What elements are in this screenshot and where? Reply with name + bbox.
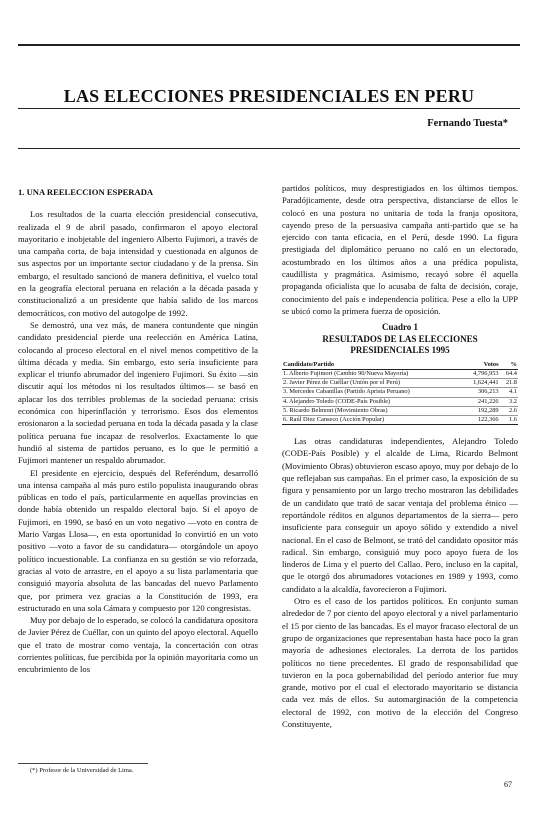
table-cell: 64.4 — [500, 369, 518, 378]
body-paragraph: partidos políticos, muy desprestigiados en los últimos tiempos. Paradójicamente, desde otra perspectiva, distanciarse de ellos le colocó en una postura no unitaria de toda la franja opositora, cayendo preso de la persuasiva campaña anti-partido que se ha ejercido con tanta eficacia, en el Perú, desde 1990. La figura prestigiada del diplomático peruano no caló en un electorado, acostumbrado en los últimos años a una prédica populista, caudillista y pragmática. Asimismo, recayó sobre él aquella propaganda oficialista que lo acusaba de falta de decisión, coraje, conocimiento del país e independencia política. Pese a ello la UPP se ubicó como la primera fuerza de oposición. — [282, 183, 518, 316]
table-cell: 1. Alberto Fujimori (Cambio 90/Nueva Mayoría) — [282, 369, 461, 378]
section-heading: 1. UNA REELECCION ESPERADA — [18, 187, 154, 197]
body-paragraph: Los resultados de la cuarta elección presidencial consecutiva, realizada el 9 de abril pasado, confirmaron el apoyo electoral mayoritario e inobjetable del ingeniero Alberto Fujimori, a través de una campaña corta, de baja intensidad y cuestionada en algunos de sus aspectos por un importante sector ciudadano y de la prensa. Sin embargo, el resultado sancionó de manera definitiva, el vuelco total en la geografía electoral peruana en relación a la década pasada y constitucionalizó a un presidente que había salido de los marcos democráticos, con motivo del autogolpe de 1992. — [18, 209, 258, 318]
body-paragraph: Otro es el caso de los partidos políticos. En conjunto suman alrededor de 7 por ciento del apoyo electoral y a nivel parlamentario el 15 por ciento de las bancadas. Es el mayor fracaso electoral de un grupo de organizaciones que representaban hasta hace poco la gran mayoría de adhesiones electorales. La derrota de los partidos políticos no tiene precedentes. El grado de responsabilidad que tuvieron en la poca gobernabilidad del período anterior fue muy grande, motivo por el cual el electorado mayoritario se distancia cada vez más de ellos. Su automarginación de la competencia electoral de 1992, con motivo de la elección del Congreso Constituyente, — [282, 596, 518, 730]
table-cell: 122,366 — [461, 415, 499, 424]
table-row — [282, 406, 518, 415]
top-rule — [18, 44, 520, 46]
table-title: RESULTADOS DE LAS ELECCIONES PRESIDENCIALES 1995 — [322, 333, 478, 356]
table-caption — [282, 322, 518, 357]
table-cell: 5. Ricardo Belmont (Movimiento Obras) — [282, 406, 461, 415]
table-row — [282, 388, 518, 397]
author-rule — [18, 148, 520, 149]
table-cell: 2.6 — [500, 406, 518, 415]
footnote-rule — [18, 763, 148, 764]
table-cell: 6. Raúl Diez Canseco (Acción Popular) — [282, 415, 461, 424]
table-cell: 1,624,441 — [461, 379, 499, 388]
table-cell: 1.6 — [500, 415, 518, 424]
results-table — [282, 361, 518, 425]
table-cell: 192,289 — [461, 406, 499, 415]
table-cell: 3.2 — [500, 397, 518, 406]
left-column — [18, 186, 258, 676]
table-row — [282, 369, 518, 378]
column-header-percent: % — [500, 361, 518, 370]
table-header-row — [282, 361, 518, 370]
table-row — [282, 379, 518, 388]
right-column — [282, 182, 518, 730]
table-row — [282, 415, 518, 424]
table-cell: 306,213 — [461, 388, 499, 397]
page-number: 67 — [504, 780, 512, 789]
body-paragraph: Se demostró, una vez más, de manera contundente que ningún candidato presidencial pierde una reelección en América Latina, colocando al proceso electoral en el nivel menos competitivo de la última década y media. Sin embargo, esto sería insuficiente para explicar el triunfo abrumador del ingeniero Fujimori. Su éxito —sin discutir aquí los métodos ni los resultados últimos— se basó en aplacar los dos terribles problemas de la sociedad peruana: crisis económica con hiperinflación y terrorismo. Esos dos elementos erosionaron a la sociedad peruana en toda la década pasada y la clase política peruana fue incapaz de resolverlos. Exactamente lo que hundió al sistema de partidos peruano, es lo que le permitió a Fujimori mantener un respaldo abrumador. — [18, 319, 258, 466]
table-cell: 4,796,953 — [461, 369, 499, 378]
title-rule — [18, 108, 520, 109]
body-paragraph: El presidente en ejercicio, después del Referéndum, desarrolló una intensa campaña al más puro estilo populista inaugurando obras públicas en todo el país, particularmente en aquellas provincias en donde había obtenido un respaldo electoral bajo. Si el apoyo de Fujimori, en 1990, se basó en un voto negativo —voto en contra de Mario Vargas Llosa—, en esta oportunidad lo convirtió en un voto positivo —voto a favor de su candidatura— otorgándole un apoyo político incuestionable. La confianza en su gestión se vio reforzada, gracias al voto de arrastre, en el apoyo a su lista parlamentaria que consiguió mayoría absoluta de las bancadas del nuevo Parlamento que, por primera vez gracias a la Constitución de 1993, era estructurado en una sola Cámara y compuesto por 120 congresistas. — [18, 467, 258, 613]
table-cell: 241,226 — [461, 397, 499, 406]
table-label: Cuadro 1 — [381, 322, 419, 333]
column-header-candidate: Candidato/Partido — [282, 361, 461, 370]
author-name: Fernando Tuesta* — [427, 118, 508, 129]
body-paragraph: Las otras candidaturas independientes, Alejandro Toledo (CODE-País Posible) y el alcalde de Lima, Ricardo Belmont (Movimiento Obras) obtuvieron escaso apoyo, muy por debajo de lo que reflejaban sus campañas. En el primer caso, la exposición de su figura y pensamiento por un largo trecho mostraron las debilidades de un candidato que trató de sacar ventaja del problema étnico —reportándole réditos en algunos departamentos de la sierra— pero insuficiente para conseguir un apoyo sólido y extendido a nivel nacional. En el caso de Belmont, se trató del candidato opositor más radical. Sin embargo, consiguió muy poco apoyo fuera de los linderos de Lima y el puerto del Callao. Pero, incluso en la capital, que le otorgó dos abrumadores votaciones en 1989 y 1993, como candidato a la alcaldía, favorecieron a Fujimori. — [282, 436, 518, 594]
table-cell: 4.1 — [500, 388, 518, 397]
table-cell: 4. Alejandro Toledo (CODE-País Posible) — [282, 397, 461, 406]
table-row — [282, 397, 518, 406]
footnote: (*) Profesor de la Universidad de Lima. — [30, 767, 134, 774]
table-cell: 3. Mercedes Cabanillas (Partido Aprista Peruano) — [282, 388, 461, 397]
column-header-votes: Votos — [461, 361, 499, 370]
table-cell: 2. Javier Pérez de Cuéllar (Unión por el Perú) — [282, 379, 461, 388]
article-title: LAS ELECCIONES PRESIDENCIALES EN PERU — [63, 86, 475, 106]
body-paragraph: Muy por debajo de lo esperado, se colocó la candidatura opositora de Javier Pérez de Cuéllar, con un quinto del apoyo electoral. Aquello que el trato de mostrar como ventaja, la concertación con otras corrientes políticas, fue percibida por la opinión mayoritaria como un encubrimiento de los — [18, 615, 258, 675]
table-cell: 21.8 — [500, 379, 518, 388]
